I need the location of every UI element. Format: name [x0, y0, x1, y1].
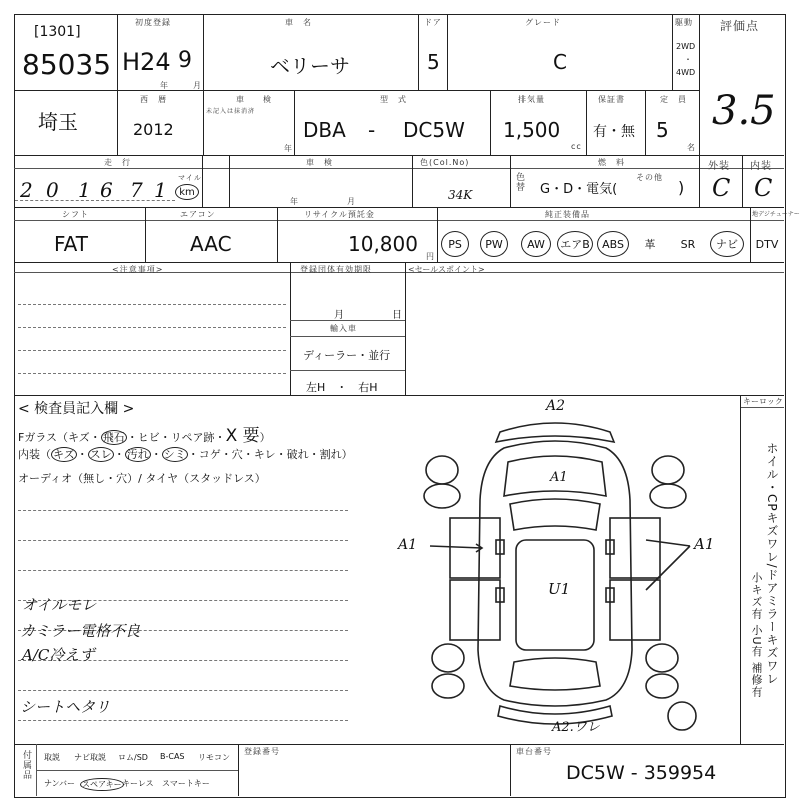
- fuel-close-paren: ): [678, 178, 685, 197]
- fglass-rest: ・ヒビ・リペア跡・: [126, 431, 226, 444]
- car-name: ベリーサ: [270, 54, 350, 78]
- recycle-label: リサイクル預託金: [304, 210, 375, 219]
- warranty-label: 保証書: [598, 95, 625, 104]
- equip-aw: AW: [521, 231, 551, 257]
- reg-day: 日: [392, 310, 402, 321]
- chassis-label: 車台番号: [516, 747, 552, 756]
- displacement-value: 1,500: [503, 118, 561, 142]
- interior-scratch: キズ: [53, 448, 75, 461]
- acc-bcas: B-CAS: [160, 752, 185, 761]
- car-damage-diagram: [400, 400, 738, 742]
- mileage-digit-6: 1: [154, 178, 167, 202]
- color-label: 色(Col.No): [420, 158, 470, 167]
- steering-side: 左H ・ 右H: [306, 381, 378, 394]
- ac-label: エアコン: [180, 210, 216, 219]
- note-oil-leak: オイルモレ: [22, 596, 97, 614]
- model-year: 2012: [133, 120, 174, 139]
- interior-value: C: [754, 174, 773, 202]
- mileage-digit-2: 0: [46, 178, 59, 202]
- fglass-mark: X 要: [225, 426, 260, 446]
- mileage-unit-km: km: [175, 184, 199, 200]
- model-year-label: 西 暦: [140, 95, 167, 104]
- recycle-unit: 円: [426, 252, 435, 261]
- lot-number: 85035: [22, 48, 112, 81]
- mileage-unit-mile: マイル: [178, 174, 202, 182]
- mark-u1-roof: U1: [548, 580, 571, 598]
- equip-sunroof: SR: [680, 237, 696, 251]
- note-mirror-fault: カミラー電格不良: [20, 622, 141, 640]
- displacement-unit: cc: [571, 142, 582, 151]
- sales-point-label: <セールスポイント>: [408, 265, 485, 274]
- recycle-amount: 10,800: [348, 232, 418, 256]
- key-lock-label: キーロック: [743, 397, 783, 406]
- equipment-label: 純正装備品: [545, 210, 590, 219]
- region-code: [1301]: [34, 24, 81, 40]
- acc-plate: ナンバー: [44, 779, 76, 788]
- inspection-year-unit: 年: [284, 144, 293, 153]
- ac-value: AAC: [190, 232, 232, 256]
- capacity-label: 定 員: [660, 95, 687, 104]
- drive-2wd: 2WD: [676, 42, 696, 51]
- capacity-value: 5: [656, 118, 669, 142]
- audio-tire-line: オーディオ（無し・穴）/ タイヤ（スタッドレス）: [18, 472, 266, 485]
- type-prefix: DBA: [303, 118, 346, 142]
- accessory-label: 付属品: [21, 750, 31, 780]
- type-code: DC5W: [403, 118, 465, 142]
- warranty-value: 有・無: [593, 124, 635, 140]
- month-unit: 月: [193, 81, 202, 90]
- interior-dirt: 汚れ: [126, 448, 149, 461]
- equip-leather: 革: [644, 238, 656, 251]
- inspection-note: 未記入は抹消済: [206, 108, 256, 115]
- interior-prefix: 内装（: [18, 448, 51, 461]
- acc-remote: リモコン: [198, 753, 230, 762]
- mileage-label: 走 行: [104, 158, 131, 167]
- drive-dot: ・: [684, 55, 692, 64]
- drive-4wd: 4WD: [676, 68, 696, 77]
- shift-label: シフト: [62, 210, 89, 219]
- mark-a2-front: A2: [546, 398, 566, 414]
- equip-dtv: DTV: [755, 237, 779, 251]
- exterior-label: 外装: [708, 161, 730, 172]
- acc-keyless: キーレス: [122, 779, 154, 788]
- inspection-label: 車 検: [236, 95, 272, 104]
- equip-airbag: エアB: [557, 231, 593, 257]
- grade-label: グレード: [525, 18, 561, 27]
- equip-pw: PW: [480, 231, 508, 257]
- mark-a2-rear: A2.ワレ: [552, 720, 600, 735]
- first-reg-era-year: H24: [122, 48, 171, 76]
- chassis-number: DC5W - 359954: [566, 762, 717, 784]
- interior-rub: スレ: [89, 448, 112, 461]
- mark-a1-right: A1: [694, 535, 715, 553]
- rating-label: 評価点: [720, 19, 760, 33]
- first-reg-label: 初度登録: [135, 18, 171, 27]
- mileage-digit-4: 6: [100, 178, 113, 202]
- dealer-parallel: ディーラー・並行: [303, 349, 391, 362]
- caution-label: <注意事項>: [112, 265, 164, 274]
- car-name-label: 車 名: [285, 18, 312, 27]
- fuel-label: 燃 料: [598, 158, 625, 167]
- equip-navi: ナビ: [710, 231, 744, 257]
- reg-month: 月: [334, 310, 344, 321]
- fuel-options: G・D・電気(: [540, 182, 618, 197]
- reg-label: 登録団体有効期限: [300, 265, 372, 274]
- first-reg-month: 9: [178, 48, 192, 73]
- mark-a1-left: A1: [398, 537, 418, 553]
- drive-label: 駆動: [675, 18, 693, 27]
- acc-spare-key: スペアキー: [82, 780, 122, 789]
- color-change-label: 色替: [514, 172, 524, 192]
- inspector-title: < 検査員記入欄 >: [18, 401, 135, 417]
- interior-rest: ・コゲ・穴・キレ・破れ・割れ）: [187, 448, 353, 461]
- fglass-line: [18, 421, 271, 446]
- interior-stain: シミ: [163, 448, 186, 461]
- mileage-digit-1: 2: [20, 178, 33, 202]
- grade-value: C: [553, 50, 567, 74]
- side-legend-sub: 小キズ有 小U有 補修有: [750, 572, 763, 699]
- shakken-month: 月: [347, 197, 356, 206]
- fglass-circled: 飛石: [102, 431, 125, 444]
- capacity-unit: 名: [687, 143, 696, 152]
- prefecture: 埼玉: [38, 110, 78, 134]
- mileage-digit-3: 1: [78, 178, 91, 202]
- note-seat-worn: シートヘタリ: [20, 698, 111, 716]
- acc-rom-sd: ロム/SD: [118, 753, 148, 762]
- acc-manual: 取説: [44, 753, 60, 762]
- fuel-other: その他: [636, 173, 663, 182]
- tuner-label: 地デジチューナー: [752, 211, 800, 218]
- shift-value: FAT: [54, 232, 89, 256]
- equip-ps: PS: [441, 231, 469, 257]
- note-ac-not-cold: A/C冷えず: [22, 646, 95, 664]
- acc-smart-key: スマートキー: [162, 779, 210, 788]
- type-label: 型 式: [380, 95, 407, 104]
- acc-navi-manual: ナビ取説: [74, 753, 106, 762]
- type-dash: -: [368, 118, 376, 142]
- mileage-digit-5: 7: [130, 178, 143, 202]
- year-unit: 年: [160, 81, 169, 90]
- mark-a1-hood: A1: [550, 470, 568, 485]
- shakken-label: 車 検: [306, 158, 333, 167]
- equip-abs: ABS: [597, 231, 629, 257]
- interior-label: 内装: [750, 161, 772, 172]
- rating-value: 3.5: [712, 88, 776, 134]
- displacement-label: 排気量: [518, 95, 545, 104]
- exterior-value: C: [712, 174, 731, 202]
- doors-value: 5: [427, 50, 440, 74]
- side-legend: ホイル・CPキズワレ/ドアミラーキズワレ: [765, 442, 779, 686]
- color-code: 34K: [448, 188, 473, 202]
- shakken-year: 年: [290, 197, 299, 206]
- interior-line: 内装（ キズ ・ スレ ・ 汚れ ・ シミ ・コゲ・穴・キレ・破れ・割れ）: [18, 448, 353, 461]
- fglass-end: ）: [259, 431, 271, 444]
- fglass-prefix: Fガラス（キズ・: [18, 431, 101, 444]
- doors-label: ドア: [424, 18, 442, 27]
- import-label: 輸入車: [330, 324, 357, 333]
- plate-label: 登録番号: [244, 747, 280, 756]
